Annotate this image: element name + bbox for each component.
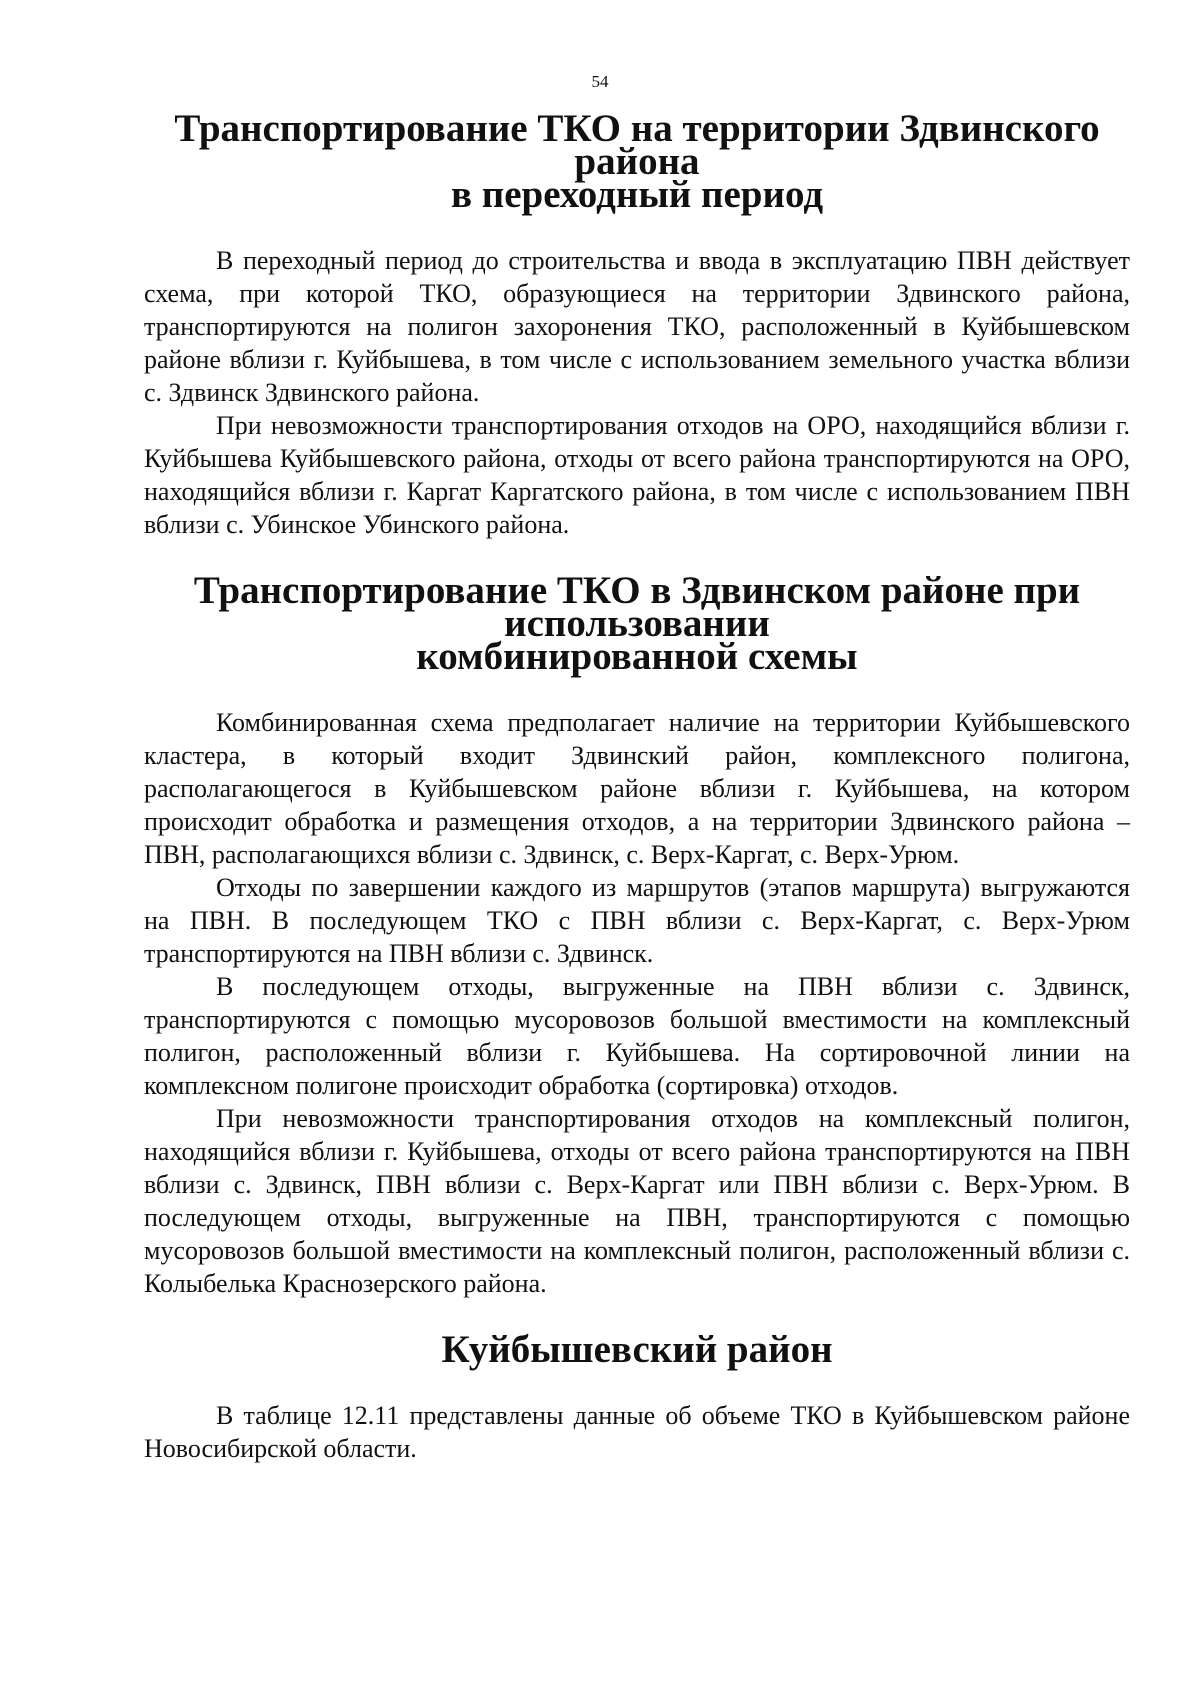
section-combined-scheme (144, 569, 1130, 1300)
paragraph: В таблице 12.11 представлены данные об объеме ТКО в Куйбышевском районе Новосибирской области. (144, 1401, 1130, 1463)
heading-line: в переходный период (450, 173, 824, 216)
heading-line: комбинированной схемы (416, 635, 858, 678)
section-kuibyshev-district (144, 1328, 1130, 1465)
page-number: 54 (591, 72, 609, 91)
paragraph: В последующем отходы, выгруженные на ПВН вблизи с. Здвинск, транспортируются с помощью мусоровозов большой вместимости на комплексный полигон, расположенный вблизи г. Куйбышева. На сортировочной линии на комплексном полигоне происходит обработка (сортировка) отходов. (144, 972, 1130, 1100)
section-transitional-period (144, 107, 1130, 541)
paragraph: В переходный период до строительства и ввода в эксплуатацию ПВН действует схема, при которой ТКО, образующиеся на территории Здвинского района, транспортируются на полигон захоронения ТКО, расположенный в Куйбышевском районе вблизи г. Куйбышева, в том числе с использованием земельного участка вблизи с. Здвинск Здвинского района. (144, 246, 1130, 407)
paragraph: Комбинированная схема предполагает наличие на территории Куйбышевского кластера, в который входит Здвинский район, комплексного полигона, располагающегося в Куйбышевском районе вблизи г. Куйбышева, на котором происходит обработка и размещения отходов, а на территории Здвинского района – ПВН, располагающихся вблизи с. Здвинск, с. Верх-Каргат, с. Верх-Урюм. (144, 708, 1130, 869)
section-heading (144, 569, 1130, 678)
section-heading (144, 107, 1130, 216)
document-body (144, 107, 1130, 1465)
heading-line: Куйбышевский район (441, 1328, 833, 1371)
heading-line: Транспортирование ТКО в Здвинском районе при использовании (193, 569, 1081, 645)
paragraph: При невозможности транспортирования отходов на комплексный полигон, находящийся вблизи г. Куйбышева, отходы от всего района транспортируются на ПВН вблизи с. Здвинск, ПВН вблизи с. Верх-Каргат или ПВН вблизи с. Верх-Урюм. В последующем отходы, выгруженные на ПВН, транспортируются с помощью мусоровозов большой вместимости на комплексный полигон, расположенный вблизи с. Колыбелька Краснозерского района. (144, 1104, 1130, 1298)
heading-line: Транспортирование ТКО на территории Здвинского района (174, 107, 1100, 183)
paragraph: Отходы по завершении каждого из маршрутов (этапов маршрута) выгружаются на ПВН. В последующем ТКО с ПВН вблизи с. Верх-Каргат, с. Верх-Урюм транспортируются на ПВН вблизи с. Здвинск. (144, 873, 1130, 968)
paragraph: При невозможности транспортирования отходов на ОРО, находящийся вблизи г. Куйбышева Куйбышевского района, отходы от всего района транспортируются на ОРО, находящийся вблизи г. Каргат Каргатского района, в том числе с использованием ПВН вблизи с. Убинское Убинского района. (144, 411, 1130, 539)
section-heading (144, 1328, 1130, 1371)
